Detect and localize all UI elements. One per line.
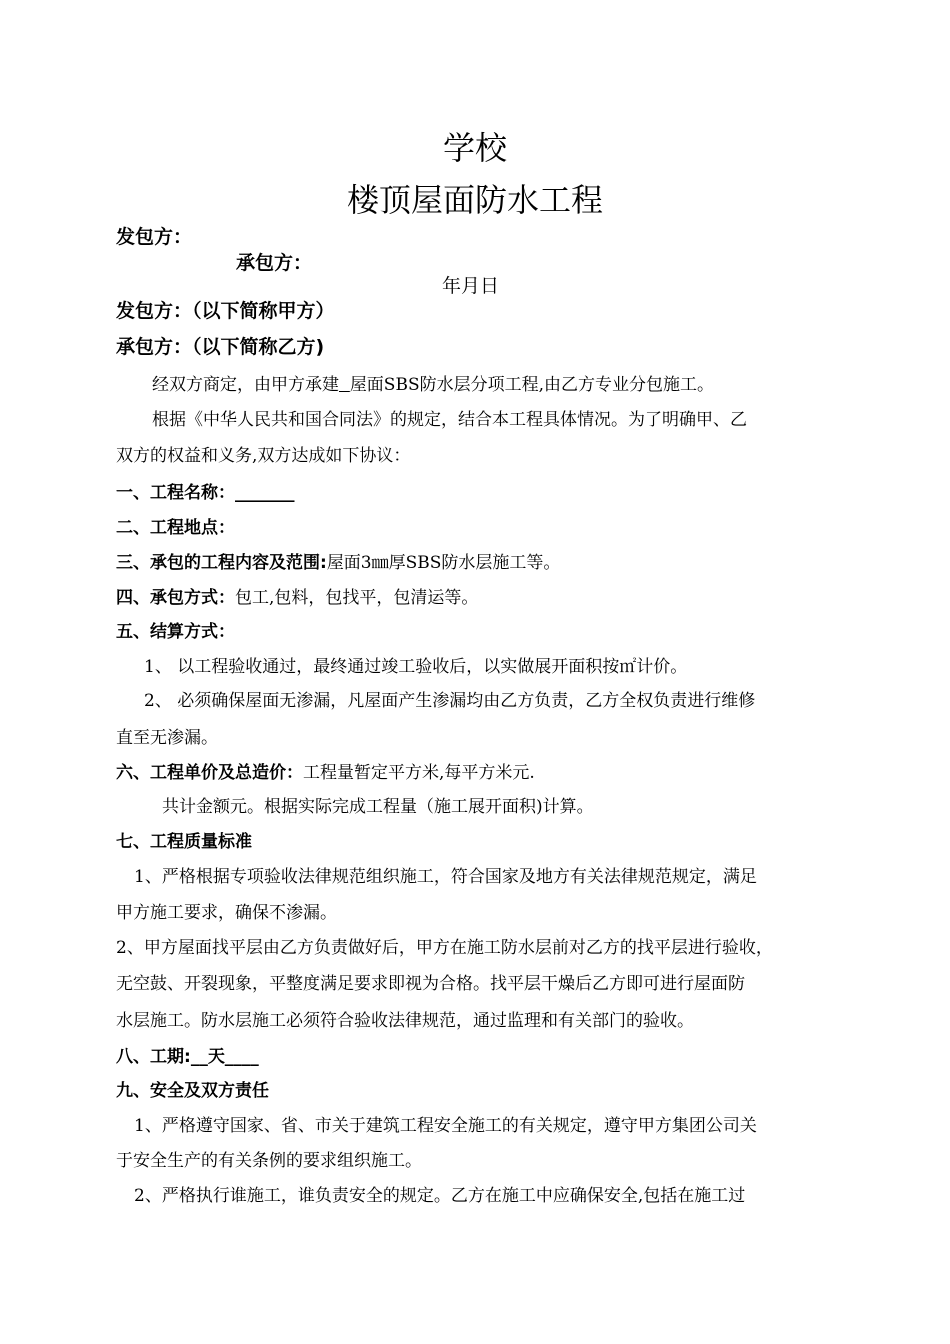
- section-5-label: 五、结算方式：: [116, 622, 235, 642]
- section-9-label: 九、安全及双方责任: [116, 1081, 269, 1101]
- chengbao-full: 承包方：（以下简称乙方): [116, 336, 325, 358]
- fabao-label: 发包方：: [116, 226, 193, 248]
- section-6: [116, 762, 535, 784]
- section-3-text: 屋面3㎜厚SBS防水层施工等。: [326, 553, 561, 573]
- section-2-label: 二、工程地点：: [116, 518, 235, 538]
- section-8-value: __天____: [190, 1047, 259, 1067]
- intro-p1-blank: [339, 375, 350, 395]
- section-4-label: 四、承包方式：: [116, 588, 235, 608]
- section-7-item-1-line-2: 甲方施工要求，确保不渗漏。: [116, 903, 337, 923]
- fabao-full: 发包方：（以下简称甲方）: [116, 300, 335, 322]
- section-9-item-1-line-2: 于安全生产的有关条例的要求组织施工。: [116, 1151, 422, 1171]
- chengbao-label: 承包方：: [236, 252, 313, 274]
- section-6-label: 六、工程单价及总造价：: [116, 763, 303, 783]
- section-4-text: 包工,包料，包找平，包清运等。: [235, 588, 479, 608]
- section-7-item-2-line-2: 无空鼓、开裂现象，平整度满足要求即视为合格。找平层干燥后乙方即可进行屋面防: [116, 974, 745, 994]
- section-9-item-1-line-1: 1、严格遵守国家、省、市关于建筑工程安全施工的有关规定，遵守甲方集团公司关: [134, 1116, 757, 1136]
- intro-p1-b: 屋面SBS防水层分项工程,由乙方专业分包施工。: [349, 375, 715, 395]
- section-7-label: 七、工程质量标准: [116, 832, 252, 852]
- section-7-item-1-line-1: 1、严格根据专项验收法律规范组织施工，符合国家及地方有关法律规范规定，满足: [134, 867, 757, 887]
- section-1-blank: _______: [235, 483, 295, 503]
- section-9-item-2-line-1: 2、严格执行谁施工，谁负责安全的规定。乙方在施工中应确保安全,包括在施工过: [134, 1186, 746, 1206]
- section-4: [116, 587, 478, 609]
- section-6-text: 工程量暂定平方米,每平方米元.: [303, 763, 535, 783]
- doc-title-school: 学校: [442, 129, 507, 167]
- section-6-line-2: 共计金额元。根据实际完成工程量（施工展开面积)计算。: [162, 797, 594, 817]
- section-5-item-2-line-1: 2、 必须确保屋面无渗漏，凡屋面产生渗漏均由乙方负责，乙方全权负责进行维修: [144, 691, 756, 711]
- section-5-item-1: 1、 以工程验收通过，最终通过竣工验收后，以实做展开面积按㎡计价。: [144, 657, 688, 677]
- intro-paragraph-1: [152, 374, 714, 396]
- section-1-label: 一、工程名称：: [116, 483, 235, 503]
- section-8-label: 八、工期:: [116, 1047, 191, 1067]
- intro-paragraph-2-line-1: 根据《中华人民共和国合同法》的规定，结合本工程具体情况。为了明确甲、乙: [152, 410, 747, 430]
- date-line: 年月日: [442, 275, 500, 297]
- section-5-item-2-line-2: 直至无渗漏。: [116, 728, 218, 748]
- intro-paragraph-2-line-2: 双方的权益和义务,双方达成如下协议：: [116, 446, 411, 466]
- section-7-item-2-line-1: 2、甲方屋面找平层由乙方负责做好后，甲方在施工防水层前对乙方的找平层进行验收，: [116, 938, 773, 958]
- section-8: [116, 1046, 259, 1068]
- section-1: [116, 482, 295, 504]
- section-7-item-2-line-3: 水层施工。防水层施工必须符合验收法律规范，通过监理和有关部门的验收。: [116, 1011, 694, 1031]
- section-3: [116, 552, 560, 574]
- doc-title-project: 楼顶屋面防水工程: [346, 181, 603, 219]
- intro-p1-a: 经双方商定，由甲方承建: [152, 375, 339, 395]
- section-3-label: 三、承包的工程内容及范围:: [116, 553, 327, 573]
